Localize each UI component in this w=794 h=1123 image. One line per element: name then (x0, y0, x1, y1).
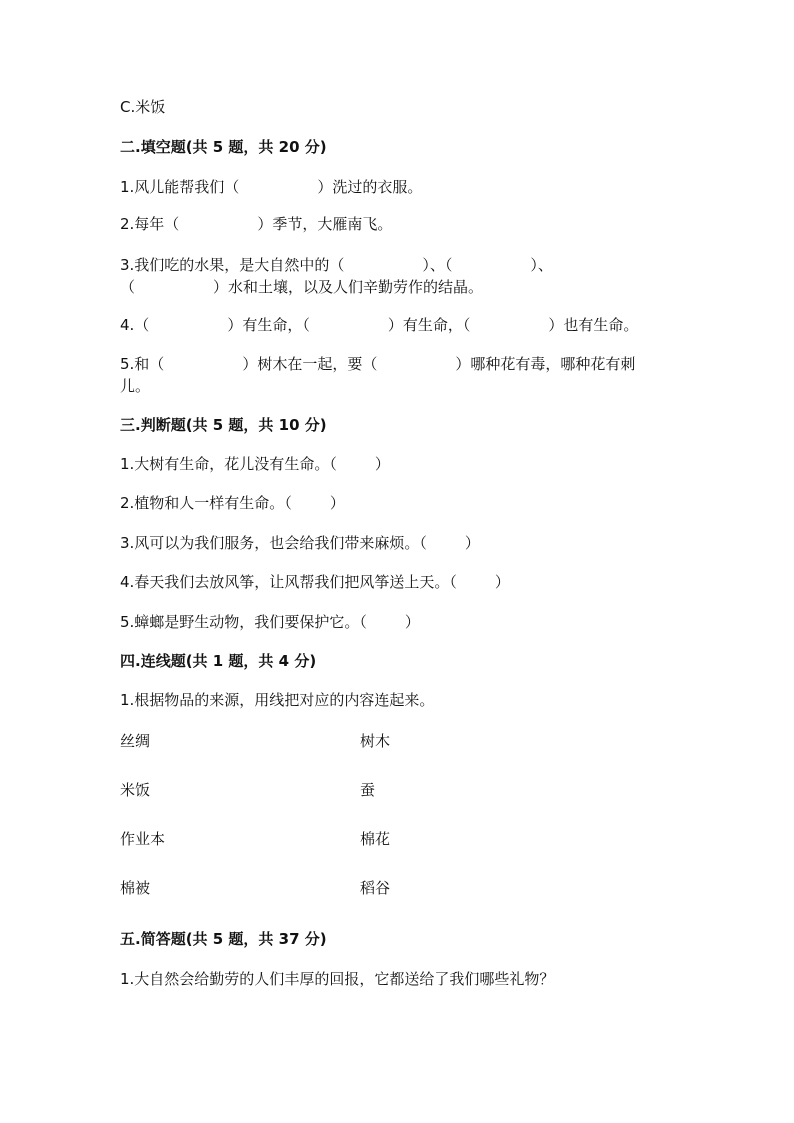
text: ） (374, 455, 390, 473)
text: 5.和（ (120, 355, 165, 373)
text: 5.蟑螂是野生动物，我们要保护它。（ (120, 613, 367, 631)
match-left-item: 棉被 (120, 879, 151, 897)
judge-question-2 (120, 493, 345, 513)
fill-question-2 (120, 214, 392, 234)
judge-question-4 (120, 572, 510, 592)
text: 3.风可以为我们服务，也会给我们带来麻烦。（ (120, 534, 427, 552)
fill-question-3-line2 (120, 277, 483, 297)
short-answer-question-1: 1.大自然会给勤劳的人们丰厚的回报，它都送给了我们哪些礼物？ (120, 970, 555, 988)
text: ）洗过的衣服。 (317, 178, 423, 196)
match-right-item: 稻谷 (360, 879, 391, 897)
text: （ (120, 278, 136, 296)
text: 1.风儿能帮我们（ (120, 178, 240, 196)
fill-question-3-line1 (120, 255, 553, 275)
match-left-item: 丝绸 (120, 732, 151, 750)
text: 1.大树有生命，花儿没有生命。（ (120, 455, 337, 473)
text: ）、 (530, 256, 553, 274)
fill-question-1 (120, 177, 422, 197)
section5-heading: 五.简答题(共 5 题，共 37 分) (120, 930, 327, 948)
match-right-item: 树木 (360, 732, 391, 750)
match-right-item: 棉花 (360, 830, 391, 848)
text: ） (404, 613, 420, 631)
text: ）水和土壤，以及人们辛勤劳作的结晶。 (213, 278, 484, 296)
text: 4.（ (120, 316, 150, 334)
fill-question-5-line2: 儿。 (120, 377, 151, 395)
text: ）哪种花有毒，哪种花有刺 (455, 355, 636, 373)
match-left-item: 作业本 (120, 830, 166, 848)
text: ）有生命，（ (387, 316, 471, 334)
section4-heading: 四.连线题(共 1 题，共 4 分) (120, 652, 317, 670)
text: ）季节，大雁南飞。 (257, 215, 393, 233)
text: 4.春天我们去放风筝，让风帮我们把风筝送上天。（ (120, 573, 457, 591)
judge-question-3 (120, 533, 480, 553)
text: ） (494, 573, 510, 591)
text: ） (329, 494, 345, 512)
text: ）也有生命。 (548, 316, 639, 334)
text: ） (464, 534, 480, 552)
text: ）有生命，（ (227, 316, 310, 334)
section2-heading: 二.填空题(共 5 题，共 20 分) (120, 138, 327, 156)
judge-question-5 (120, 612, 420, 632)
text: 2.每年（ (120, 215, 180, 233)
text: 2.植物和人一样有生命。（ (120, 494, 292, 512)
fill-question-5-line1 (120, 354, 635, 374)
judge-question-1 (120, 454, 390, 474)
text: ）树木在一起，要（ (242, 355, 378, 373)
option-c: C.米饭 (120, 98, 166, 116)
match-right-item: 蚕 (360, 781, 376, 799)
text: ）、（ (422, 256, 453, 274)
match-left-item: 米饭 (120, 781, 151, 799)
section3-heading: 三.判断题(共 5 题，共 10 分) (120, 416, 327, 434)
text: 3.我们吃的水果，是大自然中的（ (120, 256, 345, 274)
match-question: 1.根据物品的来源，用线把对应的内容连起来。 (120, 691, 435, 709)
fill-question-4 (120, 315, 638, 335)
